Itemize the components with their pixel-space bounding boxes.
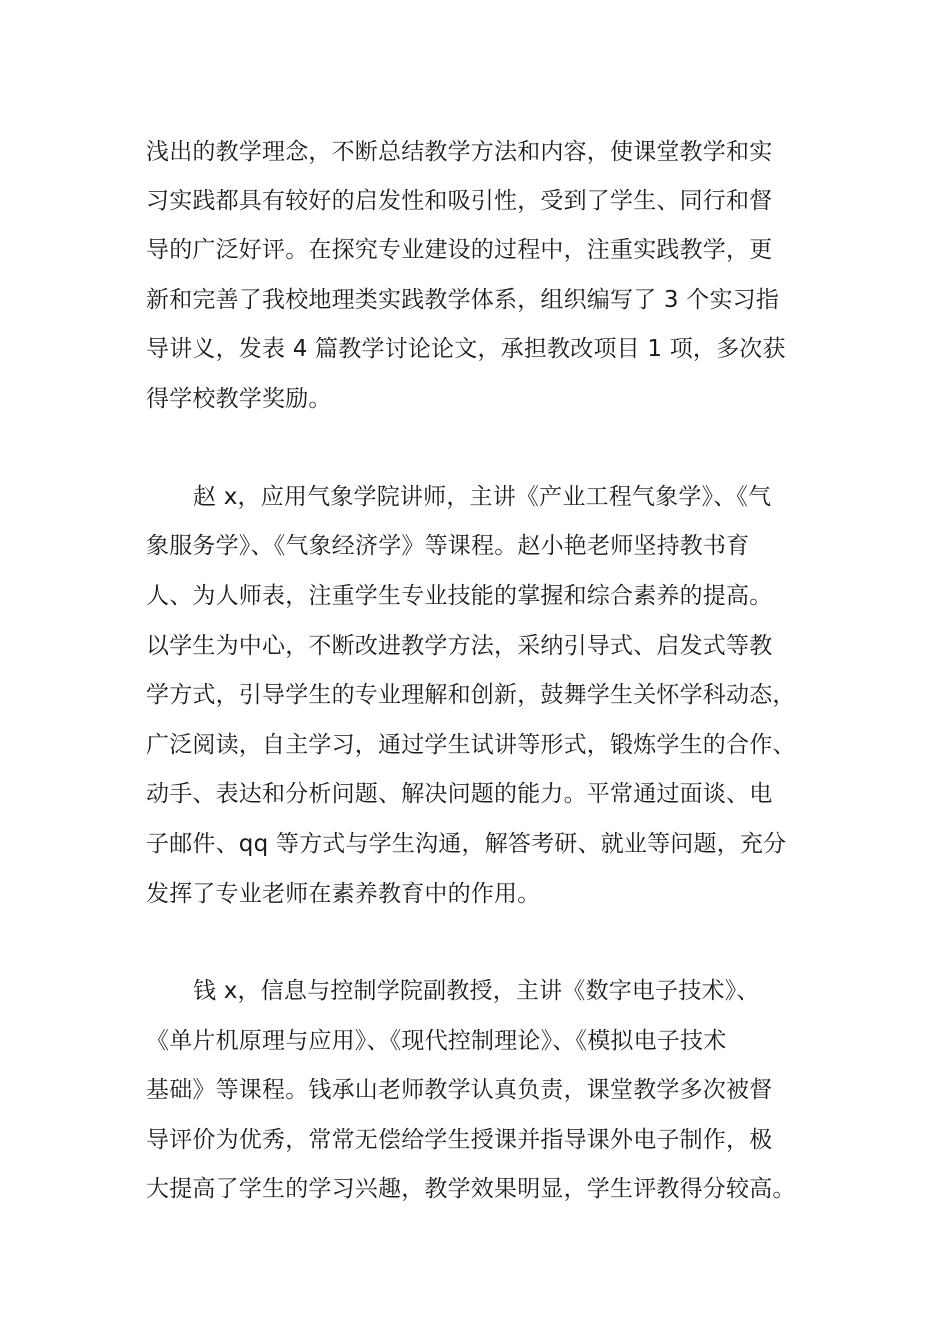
paragraph-3-line-4: 导评价为优秀，常常无偿给学生授课并指导课外电子制作，极 [146,1127,773,1153]
paragraph-1-line-4: 新和完善了我校地理类实践教学体系，组织编写了 3 个实习指 [146,287,780,313]
paragraph-1-line-1: 浅出的教学理念，不断总结教学方法和内容，使课堂教学和实 [146,139,773,165]
paragraph-2-line-9: 发挥了专业老师在素养教育中的作用。 [146,881,541,907]
paragraph-2-line-1: 赵 x，应用气象学院讲师，主讲《产业工程气象学》、《气 [193,484,772,510]
paragraph-2-line-5: 学方式，引导学生的专业理解和创新，鼓舞学生关怀学科动态， [146,682,796,708]
paragraph-3-line-5: 大提高了学生的学习兴趣，教学效果明显，学生评教得分较高。 [146,1176,796,1202]
paragraph-1-line-2: 习实践都具有较好的启发性和吸引性，受到了学生、同行和督 [146,188,773,214]
paragraph-2-line-4: 以学生为中心，不断改进教学方法，采纳引导式、启发式等教 [146,633,773,659]
paragraph-2-line-7: 动手、表达和分析问题、解决问题的能力。平常通过面谈、电 [146,781,773,807]
paragraph-2-line-8: 子邮件、qq 等方式与学生沟通，解答考研、就业等问题，充分 [146,831,787,857]
paragraph-2-line-6: 广泛阅读，自主学习，通过学生试讲等形式，锻炼学生的合作、 [146,732,796,758]
paragraph-2-line-2: 象服务学》、《气象经济学》等课程。赵小艳老师坚持教书育 [146,533,750,559]
paragraph-3-line-3: 基础》等课程。钱承山老师教学认真负责，课堂教学多次被督 [146,1077,773,1103]
paragraph-1-line-6: 得学校教学奖励。 [146,386,332,412]
paragraph-3-line-1: 钱 x，信息与控制学院副教授，主讲《数字电子技术》、 [193,978,760,1004]
paragraph-1-line-5: 导讲义，发表 4 篇教学讨论论文，承担教改项目 1 项，多次获 [146,336,786,362]
paragraph-2-line-3: 人、为人师表，注重学生专业技能的掌握和综合素养的提高。 [146,583,773,609]
paragraph-3-line-2: 《单片机原理与应用》、《现代控制理论》、《模拟电子技术 [146,1028,727,1054]
paragraph-1-line-3: 导的广泛好评。在探究专业建设的过程中，注重实践教学，更 [146,237,773,263]
